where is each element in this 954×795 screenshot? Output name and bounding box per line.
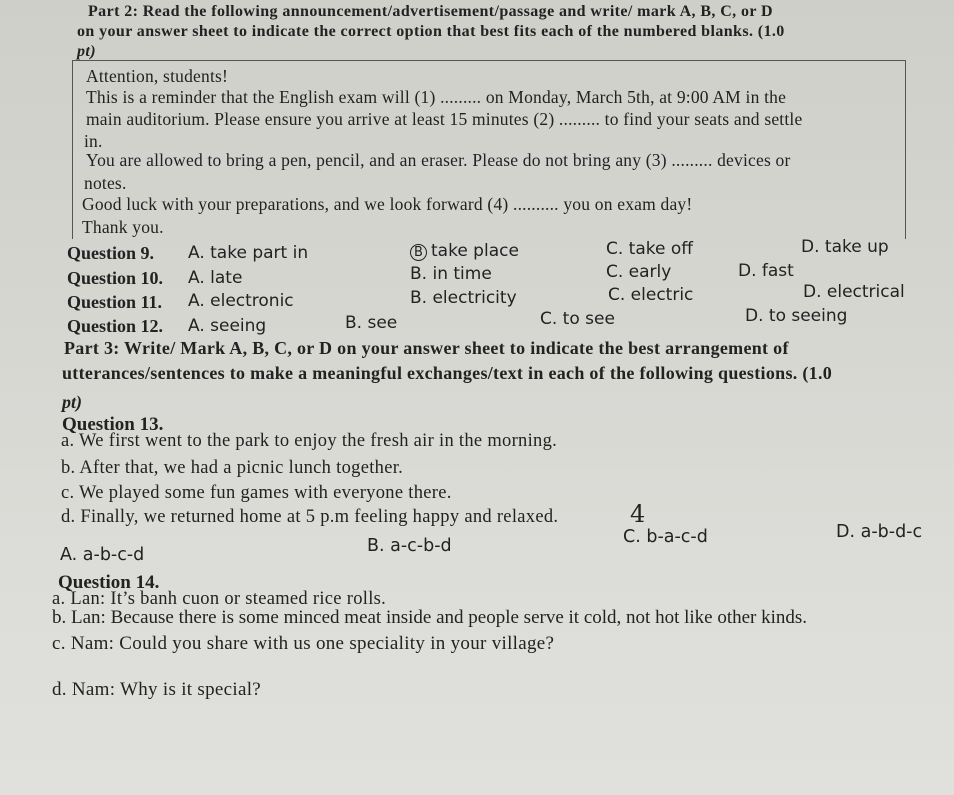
question-11-option-c[interactable]: C. electric xyxy=(608,285,694,305)
question-13-option-b[interactable]: B. a-c-b-d xyxy=(367,536,452,556)
question-12-option-b[interactable]: B. see xyxy=(345,313,398,333)
announcement-line: main auditorium. Please ensure you arrive at least 15 minutes (2) ......... to find your seats and settle xyxy=(86,109,803,129)
question-14-item-a: a. Lan: It’s banh cuon or steamed rice rolls. xyxy=(52,589,387,609)
question-9-option-b-text: take place xyxy=(431,241,519,261)
part3-heading-line2: utterances/sentences to make a meaningful exchanges/text in each of the following questions. (1.0 xyxy=(62,363,833,383)
question-9-option-a[interactable]: A. take part in xyxy=(188,243,309,263)
question-14-item-c: c. Nam: Could you share with us one speciality in your village? xyxy=(52,633,555,654)
announcement-line: This is a reminder that the English exam will (1) ......... on Monday, March 5th, at 9:00 AM in the xyxy=(86,87,787,107)
question-10-option-c[interactable]: C. early xyxy=(606,262,672,282)
part2-heading-line2: on your answer sheet to indicate the correct option that best fits each of the numbered blanks. (1.0 xyxy=(77,23,785,40)
question-9-option-b[interactable] xyxy=(410,241,519,261)
announcement-line: Attention, students! xyxy=(86,66,229,86)
question-13-item-d: d. Finally, we returned home at 5 p.m feeling happy and relaxed. xyxy=(61,507,559,527)
question-13-label: Question 13. xyxy=(62,414,164,435)
question-13-option-a[interactable]: A. a-b-c-d xyxy=(60,545,145,565)
question-14-item-b: b. Lan: Because there is some minced meat inside and people serve it cold, not hot like other kinds. xyxy=(52,607,808,628)
question-12-label: Question 12. xyxy=(67,316,164,336)
question-9-option-c[interactable]: C. take off xyxy=(606,239,693,259)
announcement-line: Thank you. xyxy=(82,217,164,237)
handwritten-mark: 4 xyxy=(630,500,646,528)
part3-heading-line1: Part 3: Write/ Mark A, B, C, or D on your answer sheet to indicate the best arrangement of xyxy=(64,338,789,358)
question-12-option-c[interactable]: C. to see xyxy=(540,309,615,329)
question-13-item-a: a. We first went to the park to enjoy the fresh air in the morning. xyxy=(61,431,558,451)
selected-answer-circle: B xyxy=(410,244,427,261)
question-13-option-c[interactable]: C. b-a-c-d xyxy=(623,527,708,547)
question-11-option-a[interactable]: A. electronic xyxy=(188,291,294,311)
announcement-line: You are allowed to bring a pen, pencil, and an eraser. Please do not bring any (3) ......... devices or xyxy=(86,150,791,170)
part2-heading-line1: Part 2: Read the following announcement/advertisement/passage and write/ mark A, B, C, or D xyxy=(88,3,773,20)
announcement-line: notes. xyxy=(84,173,127,193)
question-10-option-b[interactable]: B. in time xyxy=(410,264,492,284)
part2-heading-line3: pt) xyxy=(77,43,96,60)
question-14-label: Question 14. xyxy=(58,572,160,593)
question-13-item-b: b. After that, we had a picnic lunch together. xyxy=(61,458,404,478)
question-12-option-d[interactable]: D. to seeing xyxy=(745,306,848,326)
question-10-option-d[interactable]: D. fast xyxy=(738,261,794,281)
announcement-line: in. xyxy=(84,131,103,151)
question-12-option-a[interactable]: A. seeing xyxy=(188,316,267,336)
question-9-label: Question 9. xyxy=(67,243,155,263)
question-13-item-c: c. We played some fun games with everyone there. xyxy=(61,483,452,503)
question-10-label: Question 10. xyxy=(67,268,164,288)
question-11-label: Question 11. xyxy=(67,292,163,312)
question-9-option-d[interactable]: D. take up xyxy=(801,237,889,257)
announcement-line: Good luck with your preparations, and we look forward (4) .......... you on exam day! xyxy=(82,194,693,214)
question-14-item-d: d. Nam: Why is it special? xyxy=(52,679,262,700)
question-13-option-d[interactable]: D. a-b-d-c xyxy=(836,522,923,542)
part3-heading-line3: pt) xyxy=(62,392,82,412)
question-10-option-a[interactable]: A. late xyxy=(188,268,243,288)
question-11-option-d[interactable]: D. electrical xyxy=(803,282,905,302)
question-11-option-b[interactable]: B. electricity xyxy=(410,288,517,308)
